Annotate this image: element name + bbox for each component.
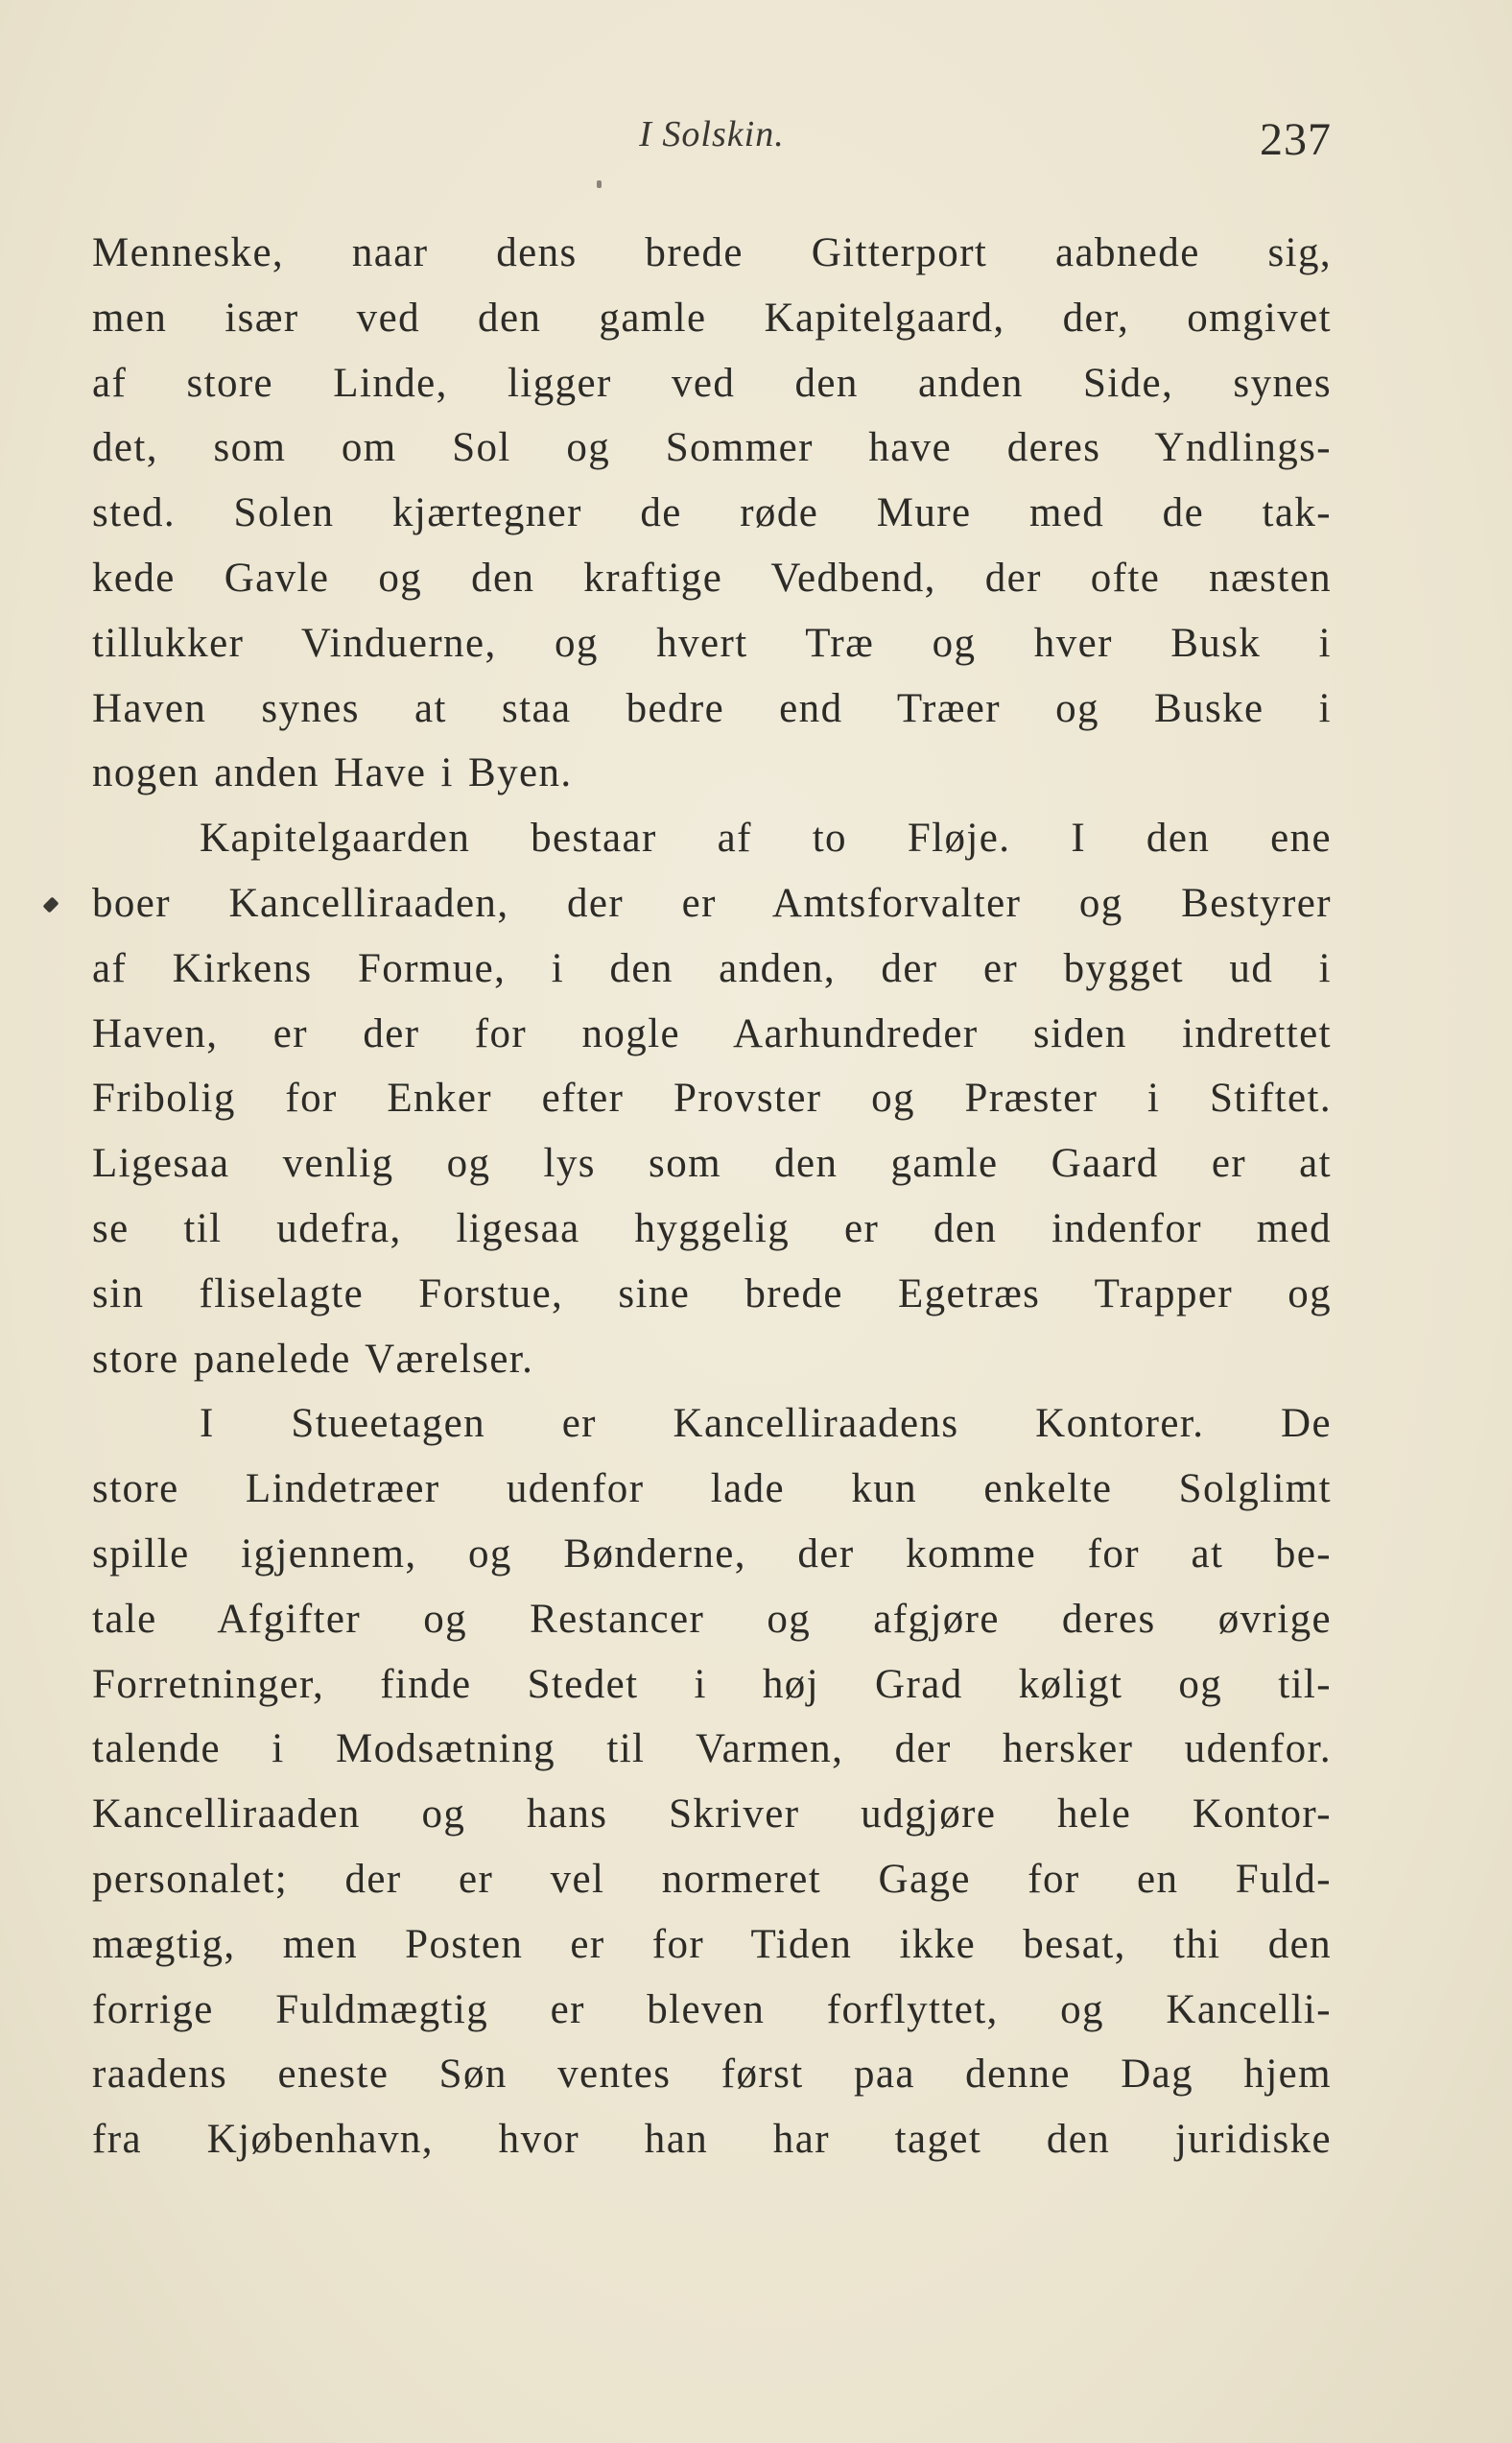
text-line: af store Linde, ligger ved den anden Side, synes [92,360,1332,406]
text-line: forrige Fuldmægtig er bleven forflyttet, og Kancelli- [92,1986,1332,2032]
text-line: af Kirkens Formue, i den anden, der er bygget ud i [92,945,1332,991]
text-line: tillukker Vinduerne, og hvert Træ og hver Busk i [92,620,1332,666]
text-line: boer Kancelliraaden, der er Amtsforvalter og Bestyrer [92,880,1332,926]
text-line: spille igjennem, og Bønderne, der komme for at be- [92,1530,1332,1577]
text-line: sin fliselagte Forstue, sine brede Egetræs Trapper og [92,1270,1332,1316]
text-line: se til udefra, ligesaa hyggelig er den indenfor med [92,1205,1332,1251]
text-line: Forretninger, finde Stedet i høj Grad køligt og til- [92,1661,1332,1707]
text-line: personalet; der er vel normeret Gage for en Fuld- [92,1856,1332,1902]
text-line: men især ved den gamle Kapitelgaard, der, omgivet [92,295,1332,341]
running-title: I Solskin. [639,114,785,154]
text-line: sted. Solen kjærtegner de røde Mure med de tak- [92,490,1332,536]
text-line: mægtig, men Posten er for Tiden ikke besat, thi den [92,1921,1332,1967]
text-line: det, som om Sol og Sommer have deres Yndlings- [92,425,1332,471]
body-text [92,221,1332,2172]
text-line: Haven synes at staa bedre end Træer og Buske i [92,685,1332,731]
text-line: Haven, er der for nogle Aarhundreder siden indrettet [92,1010,1332,1056]
margin-mark-icon [43,897,59,913]
text-line: kede Gavle og den kraftige Vedbend, der ofte næsten [92,555,1332,601]
text-line: I Stueetagen er Kancelliraadens Kontorer. De [200,1401,1332,1447]
text-line: Fribolig for Enker efter Provster og Præster i Stiftet. [92,1076,1332,1122]
text-line: Ligesaa venlig og lys som den gamle Gaard er at [92,1141,1332,1187]
text-line: Menneske, naar dens brede Gitterport aabnede sig, [92,230,1332,275]
text-line: Kapitelgaarden bestaar af to Fløje. I den ene [200,816,1332,862]
text-line: fra Kjøbenhavn, hvor han har taget den juridiske [92,2117,1332,2163]
text-line: raadens eneste Søn ventes først paa denne Dag hjem [92,2052,1332,2098]
print-speck [597,180,602,188]
text-line: nogen anden Have i Byen. [92,750,573,796]
page-header [92,113,1332,171]
page-number: 237 [1260,114,1332,165]
text-line: Kancelliraaden og hans Skriver udgjøre hele Kontor- [92,1791,1332,1838]
text-line: store Lindetræer udenfor lade kun enkelte Solglimt [92,1466,1332,1512]
text-line: talende i Modsætning til Varmen, der hersker udenfor. [92,1726,1332,1772]
text-line: store panelede Værelser. [92,1336,534,1382]
text-line: tale Afgifter og Restancer og afgjøre deres øvrige [92,1596,1332,1642]
